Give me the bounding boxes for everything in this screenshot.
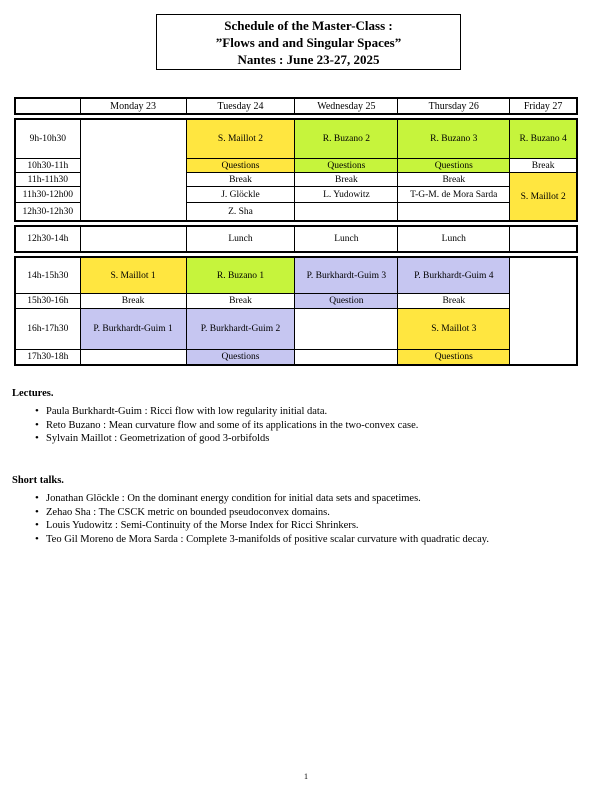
day-header-friday: Friday 27 xyxy=(510,98,577,114)
cell-wednesday-15h30: Question xyxy=(295,294,398,309)
cell-monday-15h30: Break xyxy=(80,294,186,309)
cell-wednesday-14h: P. Burkhardt-Guim 3 xyxy=(295,257,398,294)
cell-wednesday-16h xyxy=(295,309,398,350)
day-header-wednesday: Wednesday 25 xyxy=(295,98,398,114)
afternoon-table xyxy=(14,256,578,366)
time-label-12h30-12h30: 12h30-12h30 xyxy=(15,203,80,222)
cell-wednesday-17h30 xyxy=(295,350,398,366)
cell-tuesday-17h30: Questions xyxy=(186,350,295,366)
short-talk-item: • Louis Yudowitz : Semi-Continuity of the Morse Index for Ricci Shrinkers. xyxy=(46,519,600,533)
cell-wednesday-11h30: L. Yudowitz xyxy=(295,187,398,203)
lectures-heading: Lectures. xyxy=(12,388,54,399)
cell-friday-11h-12h30: S. Maillot 2 xyxy=(510,173,577,222)
day-header-monday: Monday 23 xyxy=(80,98,186,114)
short-talks-list xyxy=(12,492,600,546)
day-header-row xyxy=(15,98,577,114)
cell-thursday-lunch: Lunch xyxy=(398,226,510,252)
page-number: 1 xyxy=(304,772,308,781)
cell-wednesday-11h: Break xyxy=(295,173,398,187)
lecture-item: • Reto Buzano : Mean curvature flow and some of its applications in the two-convex case. xyxy=(46,419,600,433)
row-lunch xyxy=(15,226,577,252)
cell-thursday-11h: Break xyxy=(398,173,510,187)
short-talks-heading: Short talks. xyxy=(12,475,64,486)
morning-table xyxy=(14,118,578,222)
cell-monday-17h30 xyxy=(80,350,186,366)
time-label-17h30-18h: 17h30-18h xyxy=(15,350,80,366)
short-talk-item: • Jonathan Glöckle : On the dominant energy condition for initial data sets and spacetimes. xyxy=(46,492,600,506)
lunch-table xyxy=(14,225,578,253)
time-label-11h30-12h00: 11h30-12h00 xyxy=(15,187,80,203)
lecture-item: • Paula Burkhardt-Guim : Ricci flow with low regularity initial data. xyxy=(46,405,600,419)
cell-tuesday-14h: R. Buzano 1 xyxy=(186,257,295,294)
title-line-1: Schedule of the Master-Class : xyxy=(224,17,393,33)
cell-thursday-17h30: Questions xyxy=(398,350,510,366)
cell-thursday-15h30: Break xyxy=(398,294,510,309)
time-label-9h-10h30: 9h-10h30 xyxy=(15,119,80,159)
title-line-2: ”Flows and and Singular Spaces” xyxy=(215,34,402,50)
day-header-table xyxy=(14,97,578,115)
cell-friday-lunch xyxy=(510,226,577,252)
cell-thursday-11h30: T-G-M. de Mora Sarda xyxy=(398,187,510,203)
cell-monday-morning-empty xyxy=(80,119,186,221)
cell-friday-afternoon-empty xyxy=(510,257,577,365)
cell-wednesday-12h30 xyxy=(295,203,398,222)
title-line-3: Nantes : June 23-27, 2025 xyxy=(237,51,380,67)
cell-friday-10h30: Break xyxy=(510,159,577,173)
cell-thursday-10h30: Questions xyxy=(398,159,510,173)
title-box xyxy=(156,14,461,70)
short-talks-section xyxy=(12,474,600,546)
time-label-16h-17h30: 16h-17h30 xyxy=(15,309,80,350)
schedule-tables xyxy=(14,97,578,369)
cell-thursday-9h: R. Buzano 3 xyxy=(398,119,510,159)
cell-tuesday-12h30: Z. Sha xyxy=(186,203,295,222)
cell-wednesday-10h30: Questions xyxy=(295,159,398,173)
cell-thursday-12h30 xyxy=(398,203,510,222)
cell-tuesday-15h30: Break xyxy=(186,294,295,309)
row-14h-15h30 xyxy=(15,257,577,294)
day-header-tuesday: Tuesday 24 xyxy=(186,98,295,114)
cell-tuesday-10h30: Questions xyxy=(186,159,295,173)
time-label-14h-15h30: 14h-15h30 xyxy=(15,257,80,294)
cell-tuesday-9h: S. Maillot 2 xyxy=(186,119,295,159)
row-9h-10h30 xyxy=(15,119,577,159)
cell-tuesday-11h30: J. Glöckle xyxy=(186,187,295,203)
time-label-lunch: 12h30-14h xyxy=(15,226,80,252)
row-17h30-18h xyxy=(15,350,577,366)
lectures-list xyxy=(12,405,600,446)
time-label-11h-11h30: 11h-11h30 xyxy=(15,173,80,187)
cell-wednesday-9h: R. Buzano 2 xyxy=(295,119,398,159)
cell-thursday-16h: S. Maillot 3 xyxy=(398,309,510,350)
lectures-section xyxy=(12,387,600,446)
lecture-item: • Sylvain Maillot : Geometrization of good 3-orbifolds xyxy=(46,432,600,446)
cell-thursday-14h: P. Burkhardt-Guim 4 xyxy=(398,257,510,294)
short-talk-item: • Teo Gil Moreno de Mora Sarda : Complete 3-manifolds of positive scalar curvature with quadratic decay. xyxy=(46,533,600,547)
cell-wednesday-lunch: Lunch xyxy=(295,226,398,252)
cell-tuesday-11h: Break xyxy=(186,173,295,187)
cell-monday-16h: P. Burkhardt-Guim 1 xyxy=(80,309,186,350)
cell-monday-lunch xyxy=(80,226,186,252)
corner-cell xyxy=(15,98,80,114)
row-16h-17h30 xyxy=(15,309,577,350)
day-header-thursday: Thursday 26 xyxy=(398,98,510,114)
short-talk-item: • Zehao Sha : The CSCK metric on bounded pseudoconvex domains. xyxy=(46,506,600,520)
cell-tuesday-16h: P. Burkhardt-Guim 2 xyxy=(186,309,295,350)
time-label-15h30-16h: 15h30-16h xyxy=(15,294,80,309)
time-label-10h30-11h: 10h30-11h xyxy=(15,159,80,173)
row-15h30-16h xyxy=(15,294,577,309)
cell-tuesday-lunch: Lunch xyxy=(186,226,295,252)
cell-monday-14h: S. Maillot 1 xyxy=(80,257,186,294)
cell-friday-9h: R. Buzano 4 xyxy=(510,119,577,159)
